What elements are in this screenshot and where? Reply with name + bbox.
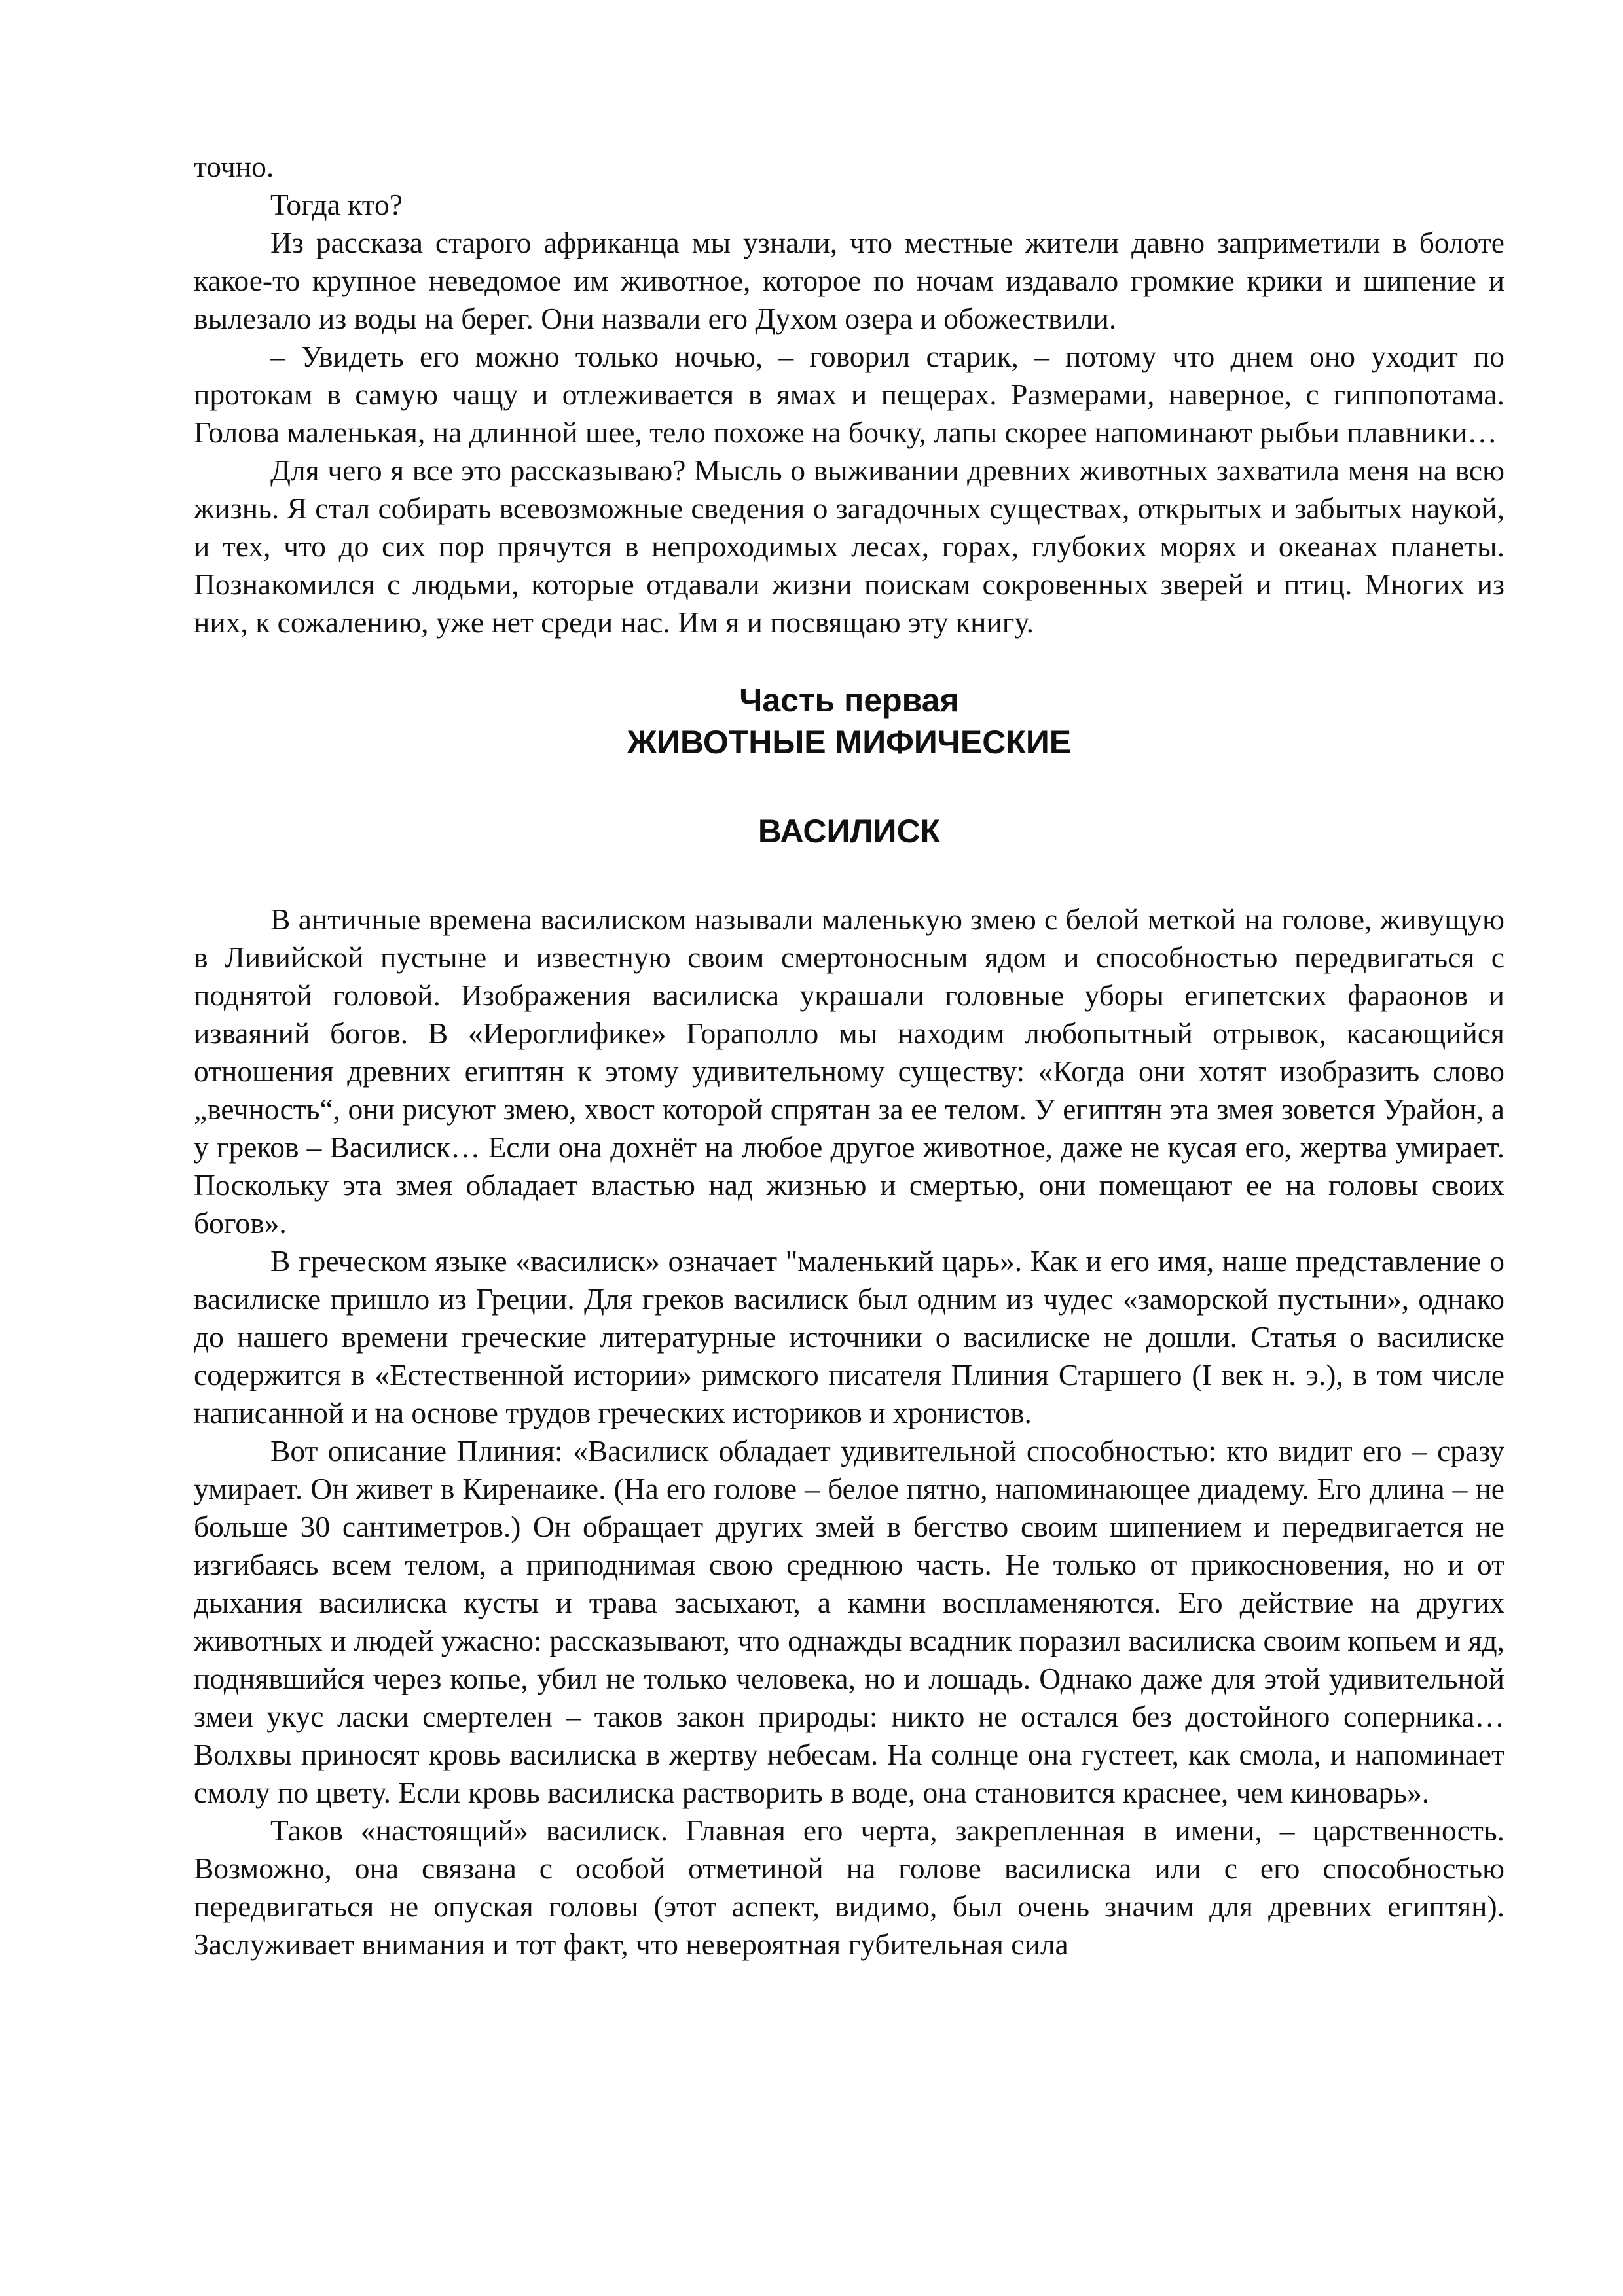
document-page: [194, 148, 1504, 1964]
chapter-paragraph-1: В античные времена василиском называли маленькую змею с белой меткой на голове, живущую в Ливийской пустыне и известную своим смертоносным ядом и способностью передвигаться с поднятой головой. Изображения василиска украшали головные уборы египетских фараонов и изваяний богов. В «Иероглифике» Гораполло мы находим любопытный отрывок, касающийся отношения древних египтян к этому удивительному существу: «Когда они хотят изобразить слово „вечность“, они рисуют змею, хвост которой спрятан за ее телом. У египтян эта змея зовется Урайон, а у греков – Василиск… Если она дохнёт на любое другое животное, даже не кусая его, жертва умирает. Поскольку эта змея обладает властью над жизнью и смертью, они помещают ее на головы своих богов».: [194, 903, 1504, 1240]
intro-paragraph-2: Тогда кто?: [270, 188, 403, 221]
intro-paragraph-3: Из рассказа старого африканца мы узнали, что местные жители давно заприметили в болоте какое-то крупное неведомое им животное, которое по ночам издавало громкие крики и шипение и вылезало из воды на берег. Они назвали его Духом озера и обожествили.: [194, 226, 1504, 335]
chapter-paragraph-2: В греческом языке «василиск» означает "маленький царь». Как и его имя, наше представление о василиске пришло из Греции. Для греков василиск был одним из чудес «заморской пустыни», однако до нашего времени греческие литературные источники о василиске не дошли. Статья о василиске содержится в «Естественной истории» римского писателя Плиния Старшего (I век н. э.), в том числе написанной и на основе трудов греческих историков и хронистов.: [194, 1244, 1504, 1429]
chapter-title: ВАСИЛИСК: [757, 813, 941, 850]
part-title: ЖИВОТНЫЕ МИФИЧЕСКИЕ: [627, 724, 1072, 761]
intro-paragraph-4: – Увидеть его можно только ночью, – говорил старик, – потому что днем оно уходит по протокам в самую чащу и отлеживается в ямах и пещерах. Размерами, наверное, с гиппопотама. Голова маленькая, на длинной шее, тело похоже на бочку, лапы скорее напоминают рыбьи плавники…: [194, 340, 1504, 449]
chapter-paragraph-3: Вот описание Плиния: «Василиск обладает удивительной способностью: кто видит его – сразу умирает. Он живет в Киренаике. (На его голове – белое пятно, напоминающее диадему. Его длина – не больше 30 сантиметров.) Он обращает других змей в бегство своим шипением и передвигается не изгибаясь всем телом, а приподнимая свою среднюю часть. Не только от прикосновения, но и от дыхания василиска кусты и трава засыхают, а камни воспламеняются. Его действие на других животных и людей ужасно: рассказывают, что однажды всадник поразил василиска своим копьем и яд, поднявшийся через копье, убил не только человека, но и лошадь. Однако даже для этой удивительной змеи укус ласки смертелен – таков закон природы: никто не остался без достойного соперника… Волхвы приносят кровь василиска в жертву небесам. На солнце она густеет, как смола, и напоминает смолу по цвету. Если кровь василиска растворить в воде, она становится краснее, чем киноварь».: [194, 1434, 1504, 1809]
part-label: Часть первая: [739, 682, 959, 719]
intro-paragraph-1: точно.: [194, 150, 274, 183]
intro-paragraph-5: Для чего я все это рассказываю? Мысль о выживании древних животных захватила меня на всю жизнь. Я стал собирать всевозможные сведения о загадочных существах, открытых и забытых наукой, и тех, что до сих пор прячутся в непроходимых лесах, горах, глубоких морях и океанах планеты. Познакомился с людьми, которые отдавали жизни поискам сокровенных зверей и птиц. Многих из них, к сожалению, уже нет среди нас. Им я и посвящаю эту книгу.: [194, 454, 1504, 639]
chapter-paragraph-4: Таков «настоящий» василиск. Главная его черта, закрепленная в имени, – царственность. Возможно, она связана с особой отметиной на голове василиска или с его способностью передвигаться не опуская головы (этот аспект, видимо, был очень значим для древних египтян). Заслуживает внимания и тот факт, что невероятная губительная сила: [194, 1814, 1504, 1961]
